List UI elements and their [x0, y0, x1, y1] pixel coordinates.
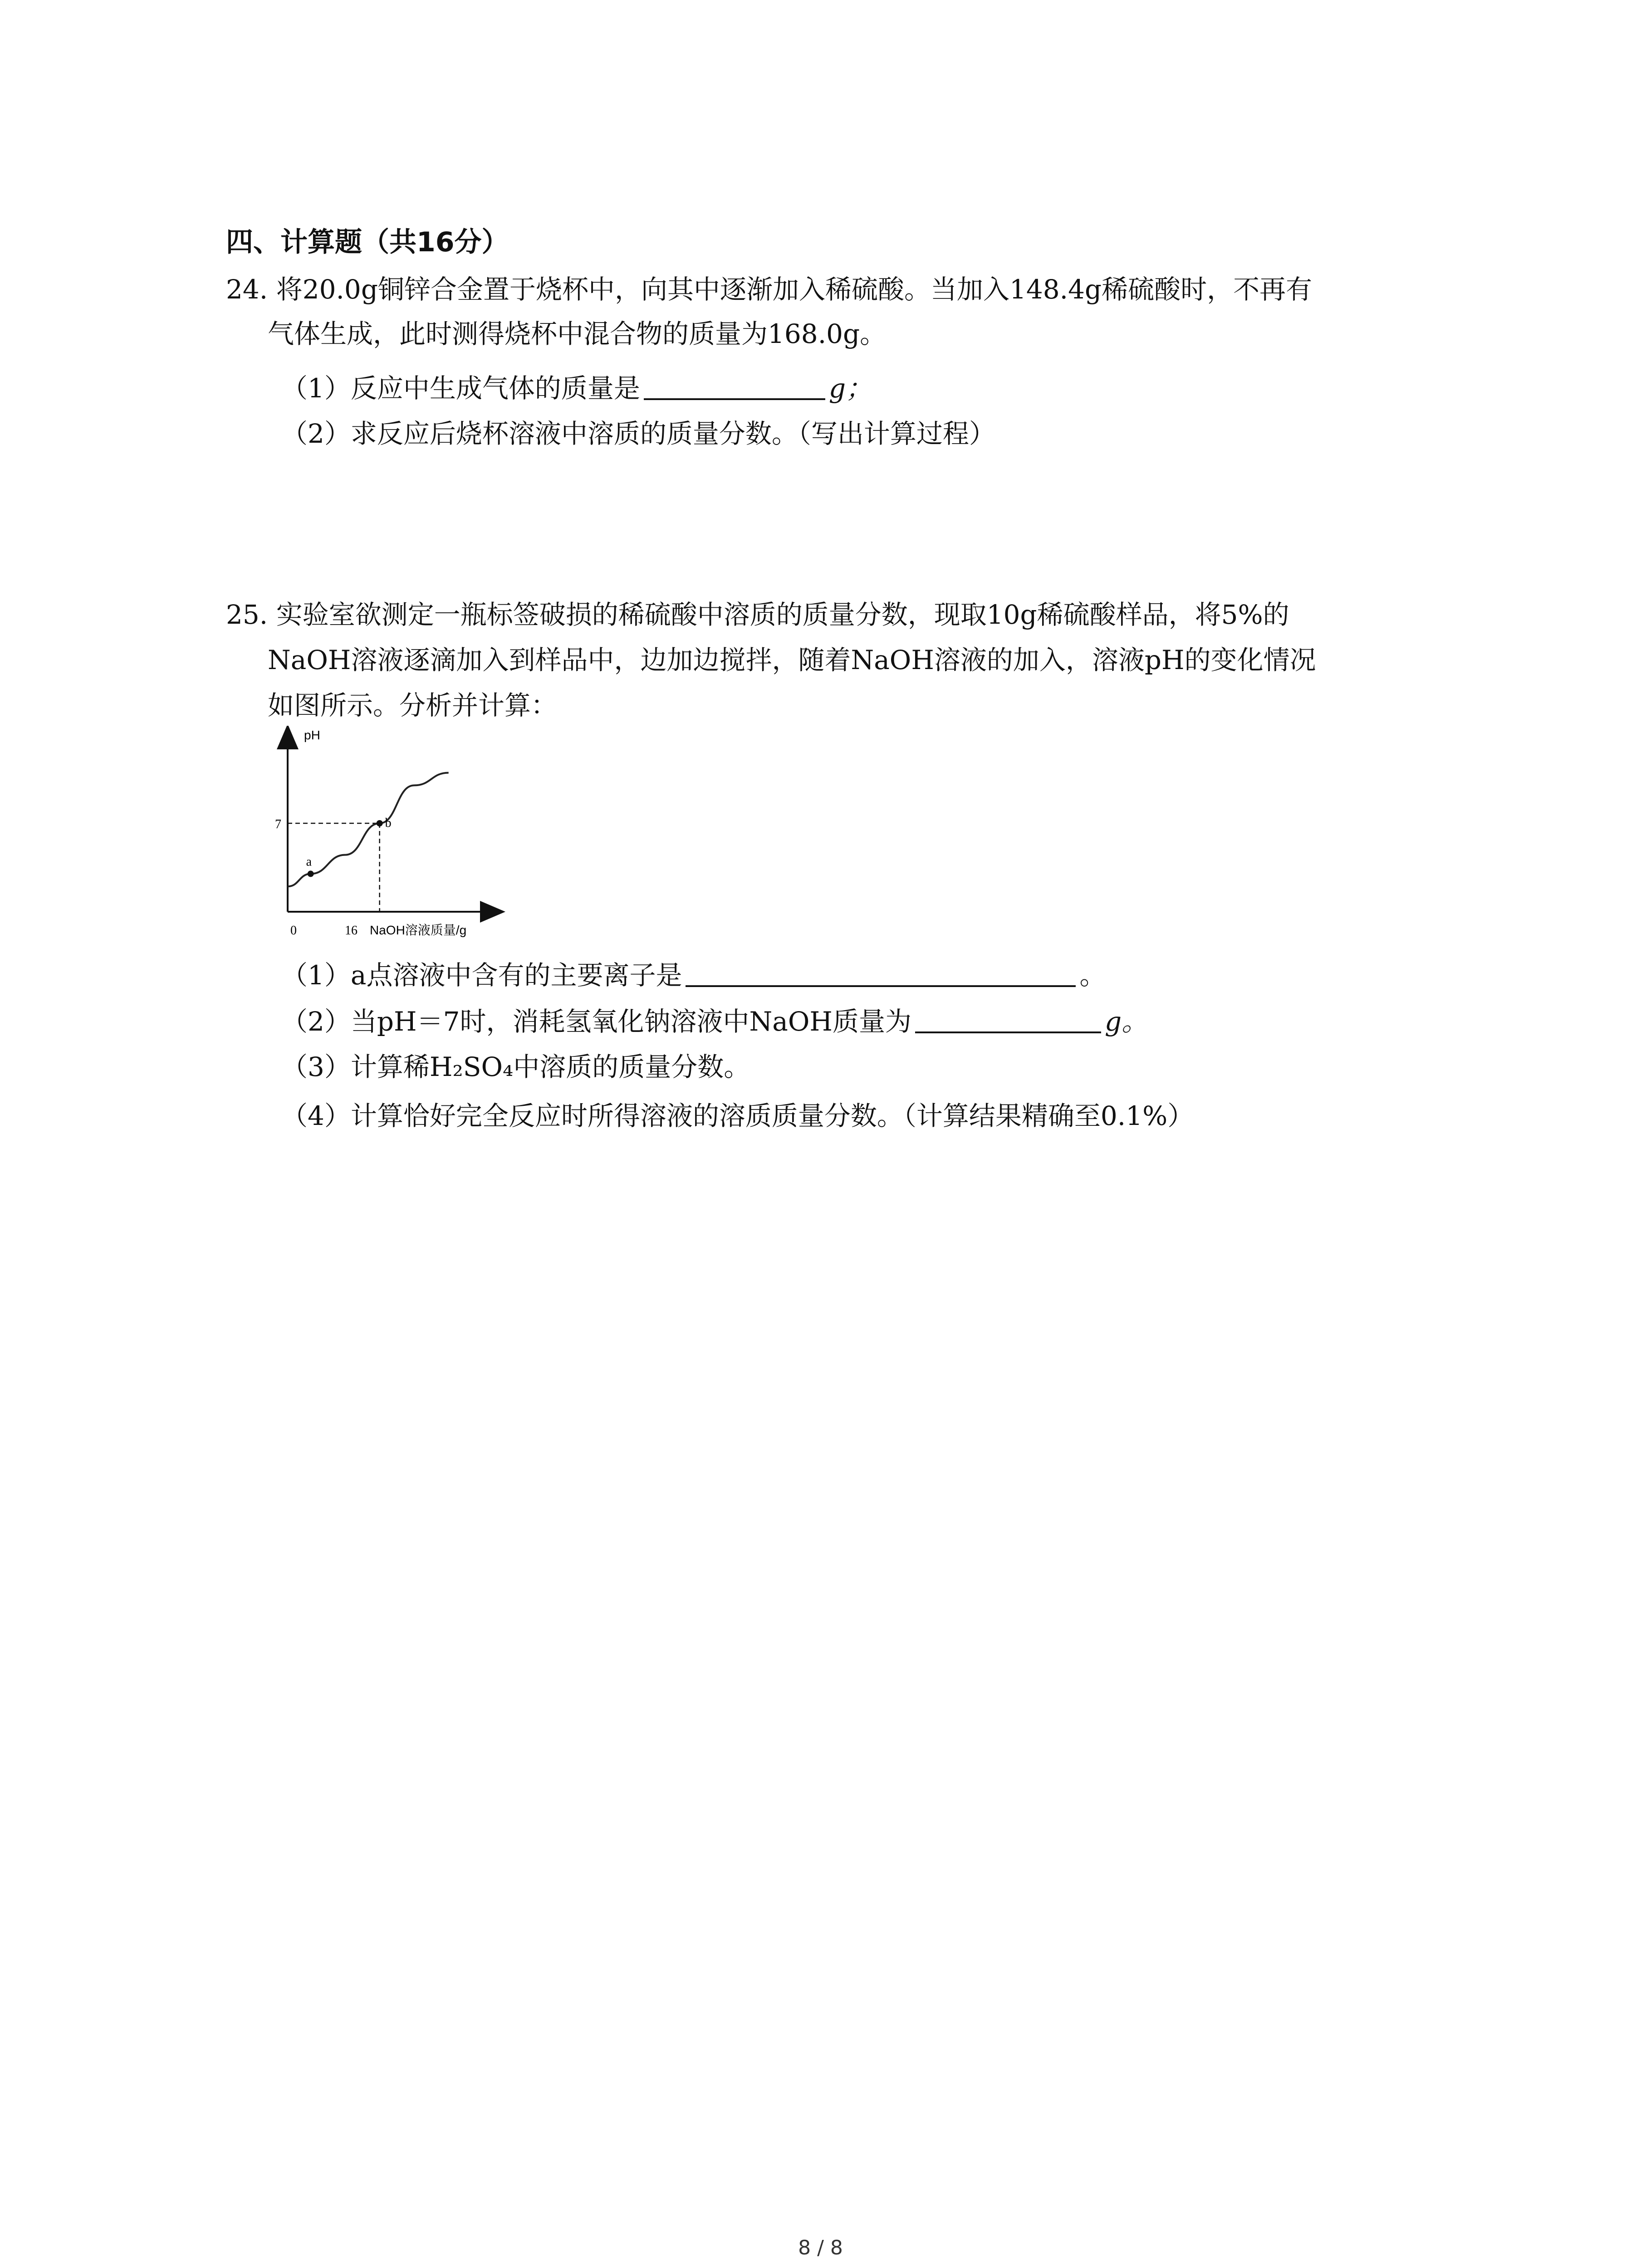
- point-b-label: b: [385, 816, 392, 830]
- q25-text-line1: 实验室欲测定一瓶标签破损的稀硫酸中溶质的质量分数，现取10g稀硫酸样品，将5%的: [276, 599, 1289, 630]
- point-b: [377, 820, 383, 826]
- point-a: [308, 870, 314, 877]
- page-number: 8 / 8: [798, 2236, 843, 2259]
- q25-sub1-text: （1）a点溶液中含有的主要离子是: [281, 960, 682, 991]
- answer-blank[interactable]: [915, 1006, 1101, 1033]
- q24-text-line1: 将20.0g铜锌合金置于烧杯中，向其中逐渐加入稀硫酸。当加入148.4g稀硫酸时，不再有: [276, 274, 1313, 305]
- answer-blank[interactable]: [644, 373, 825, 400]
- answer-blank[interactable]: [686, 960, 1076, 987]
- q25-sub3: （3）计算稀H₂SO₄中溶质的质量分数。: [281, 1051, 750, 1082]
- q24-sub1-unit: g；: [828, 373, 872, 404]
- q24-number: 24.: [226, 274, 268, 305]
- q24-line1: [226, 271, 1312, 308]
- x-tick-label: 16: [345, 924, 358, 938]
- q25-sub2-unit: g。: [1104, 1006, 1148, 1037]
- q24-sub1: [281, 370, 872, 406]
- q25-sub2: [281, 1003, 1148, 1040]
- x-tick-label: 0: [290, 924, 297, 938]
- q25-sub2-text: （2）当pH＝7时，消耗氢氧化钠溶液中NaOH质量为: [281, 1006, 911, 1037]
- q25-number: 25.: [226, 599, 268, 630]
- q24-sub2: （2）求反应后烧杯溶液中溶质的质量分数。（写出计算过程）: [281, 418, 995, 449]
- point-a-label: a: [306, 855, 312, 869]
- q25-line1: [226, 596, 1289, 633]
- q24-sub1-text: （1）反应中生成气体的质量是: [281, 373, 640, 404]
- q25-sub1-end: 。: [1079, 960, 1106, 991]
- q25-text-line3: 如图所示。分析并计算：: [268, 690, 558, 721]
- ph-curve: [288, 773, 449, 887]
- section-title: 四、计算题（共16分）: [226, 226, 509, 258]
- ph-chart: [272, 726, 508, 943]
- q25-sub1: [281, 957, 1106, 993]
- q24-text-line2: 气体生成，此时测得烧杯中混合物的质量为168.0g。: [268, 318, 887, 349]
- y-axis-label: pH: [304, 728, 320, 742]
- q25-text-line2: NaOH溶液逐滴加入到样品中，边加边搅拌，随着NaOH溶液的加入，溶液pH的变化情况: [268, 645, 1316, 675]
- q25-sub4: （4）计算恰好完全反应时所得溶液的溶质质量分数。（计算结果精确至0.1%）: [281, 1100, 1194, 1131]
- x-axis-label: NaOH溶液质量/g: [370, 923, 467, 937]
- y-tick-label: 7: [275, 817, 281, 831]
